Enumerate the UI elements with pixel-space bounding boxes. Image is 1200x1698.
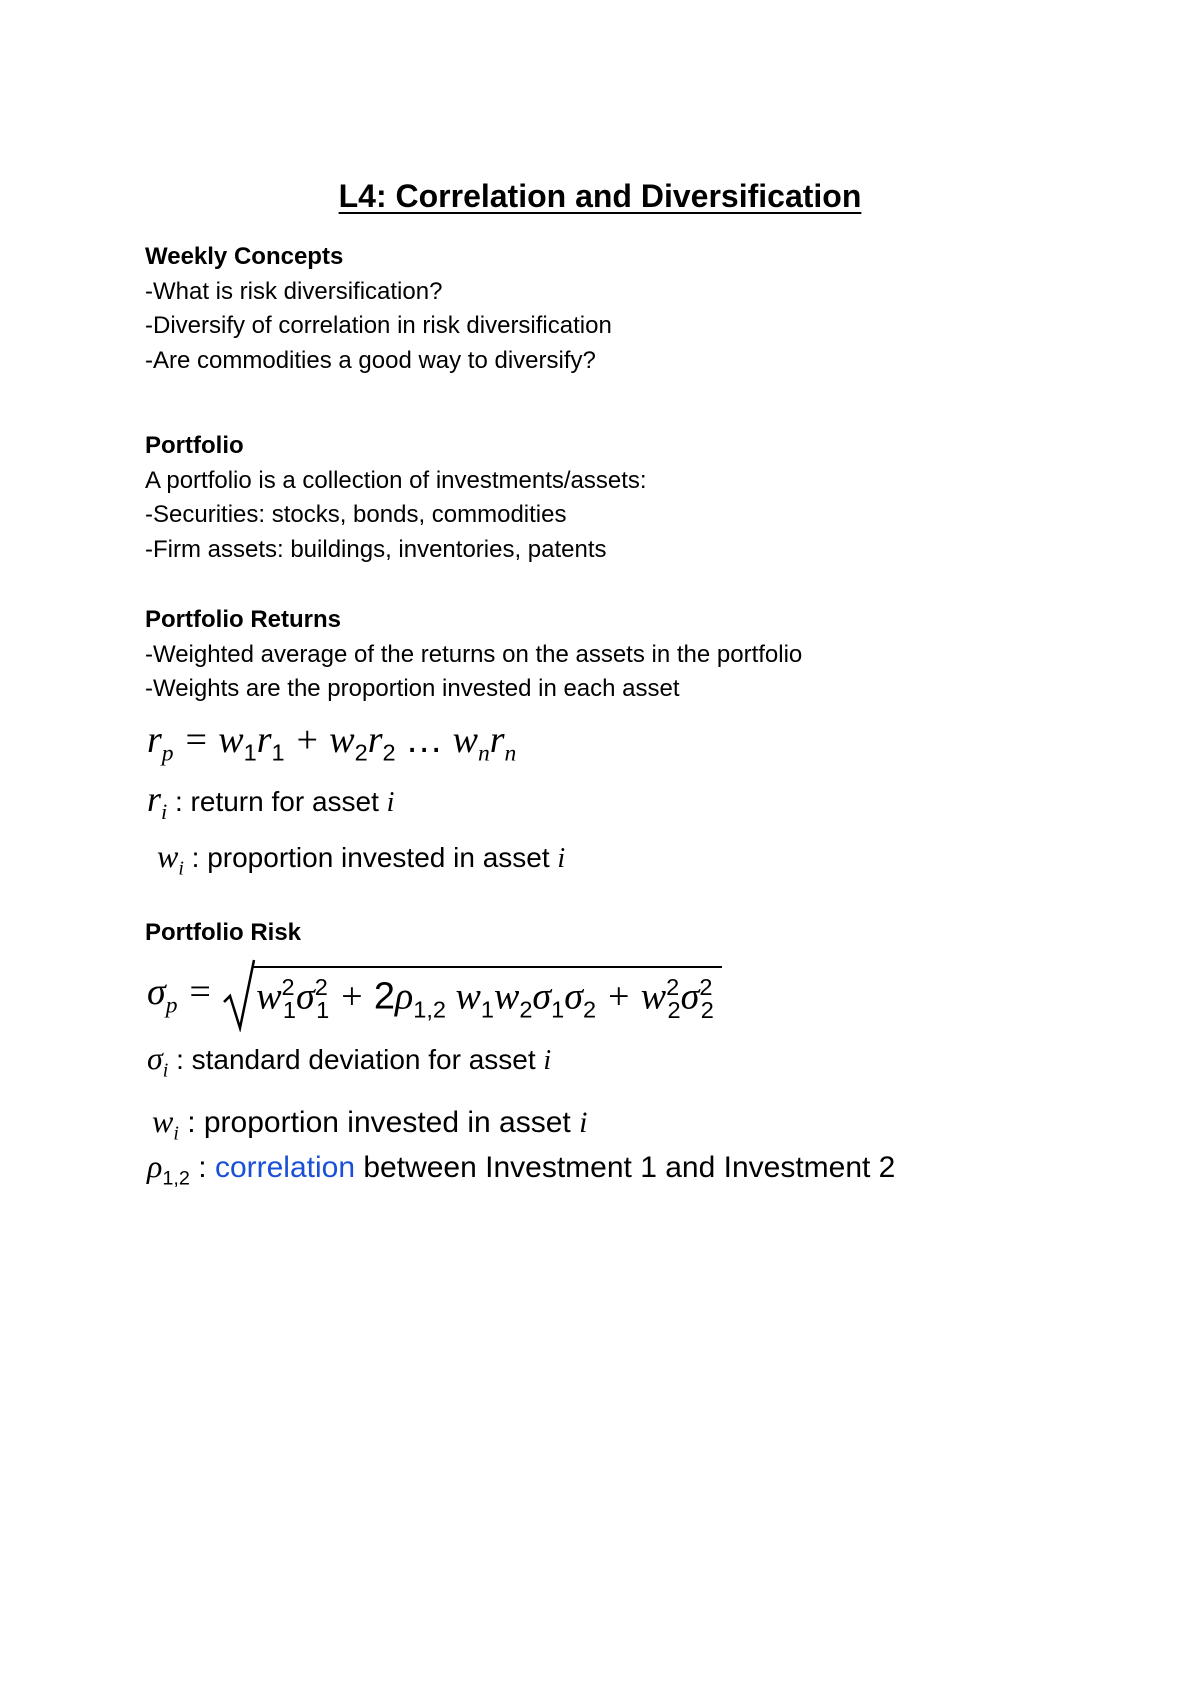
portfolio-heading: Portfolio bbox=[145, 432, 244, 459]
correlation-definition: $\rho_{1,2}$ : correlation between Investment 1 and Investment 2 bbox=[147, 1148, 896, 1190]
sigma-definition: $\sigma_i$ : standard deviation for asset i bbox=[147, 1040, 552, 1082]
portfolio-section bbox=[145, 429, 647, 567]
weight-definition-text: : proportion invested in asset bbox=[191, 842, 550, 873]
portfolio-item: -Securities: stocks, bonds, commodities bbox=[145, 501, 567, 528]
portfolio-intro: A portfolio is a collection of investments/assets: bbox=[145, 466, 647, 494]
portfolio-returns-section bbox=[145, 603, 802, 707]
return-definition: $r_i$ : return for asset i bbox=[147, 779, 395, 825]
portfolio-returns-item: -Weighted average of the returns on the assets in the portfolio bbox=[145, 640, 803, 668]
portfolio-risk-section bbox=[145, 916, 301, 951]
portfolio-returns-heading: Portfolio Returns bbox=[145, 606, 341, 633]
portfolio-return-equation: $r_p = w_1r_1 + w_2r_2$ … $w_nr_n$ bbox=[147, 719, 517, 767]
square-root-sign bbox=[222, 958, 256, 1032]
weight-definition: $w_i$ : proportion invested in asset i bbox=[157, 838, 566, 880]
portfolio-risk-equation: $\sigma_p = w^2_1\sigma^2_1 + 2\rho_{1,2}$ $w_1w_2\sigma_1\sigma_2 + w^2_2\sigma^2_2$ bbox=[147, 958, 722, 1048]
correlation-definition-text: between Investment 1 and Investment 2 bbox=[363, 1151, 896, 1184]
correlation-term: correlation bbox=[214, 1151, 356, 1184]
weekly-concepts-section bbox=[145, 240, 612, 378]
weekly-concept-item: -Diversify of correlation in risk diversification bbox=[145, 312, 612, 339]
weekly-concepts-heading: Weekly Concepts bbox=[145, 243, 344, 270]
page-title: L4: Correlation and Diversification bbox=[338, 178, 862, 214]
weekly-concept-item: -What is risk diversification? bbox=[145, 277, 443, 305]
portfolio-item: -Firm assets: buildings, inventories, patents bbox=[145, 535, 607, 563]
portfolio-risk-heading: Portfolio Risk bbox=[145, 919, 302, 946]
weight-definition-risk-text: : proportion invested in asset bbox=[187, 1106, 571, 1139]
weight-definition-risk: $w_i$ : proportion invested in asset i bbox=[152, 1103, 588, 1145]
portfolio-returns-item: -Weights are the proportion invested in each asset bbox=[145, 675, 680, 702]
radicand: $w^2_1\sigma^2_1 + 2\rho_{1,2}$ $w_1w_2\sigma_1\sigma_2 + w^2_2\sigma^2_2$ bbox=[252, 966, 722, 1023]
weekly-concept-item: -Are commodities a good way to diversify? bbox=[145, 346, 596, 374]
return-definition-text: : return for asset bbox=[175, 786, 379, 817]
sigma-definition-text: : standard deviation for asset bbox=[176, 1044, 536, 1075]
